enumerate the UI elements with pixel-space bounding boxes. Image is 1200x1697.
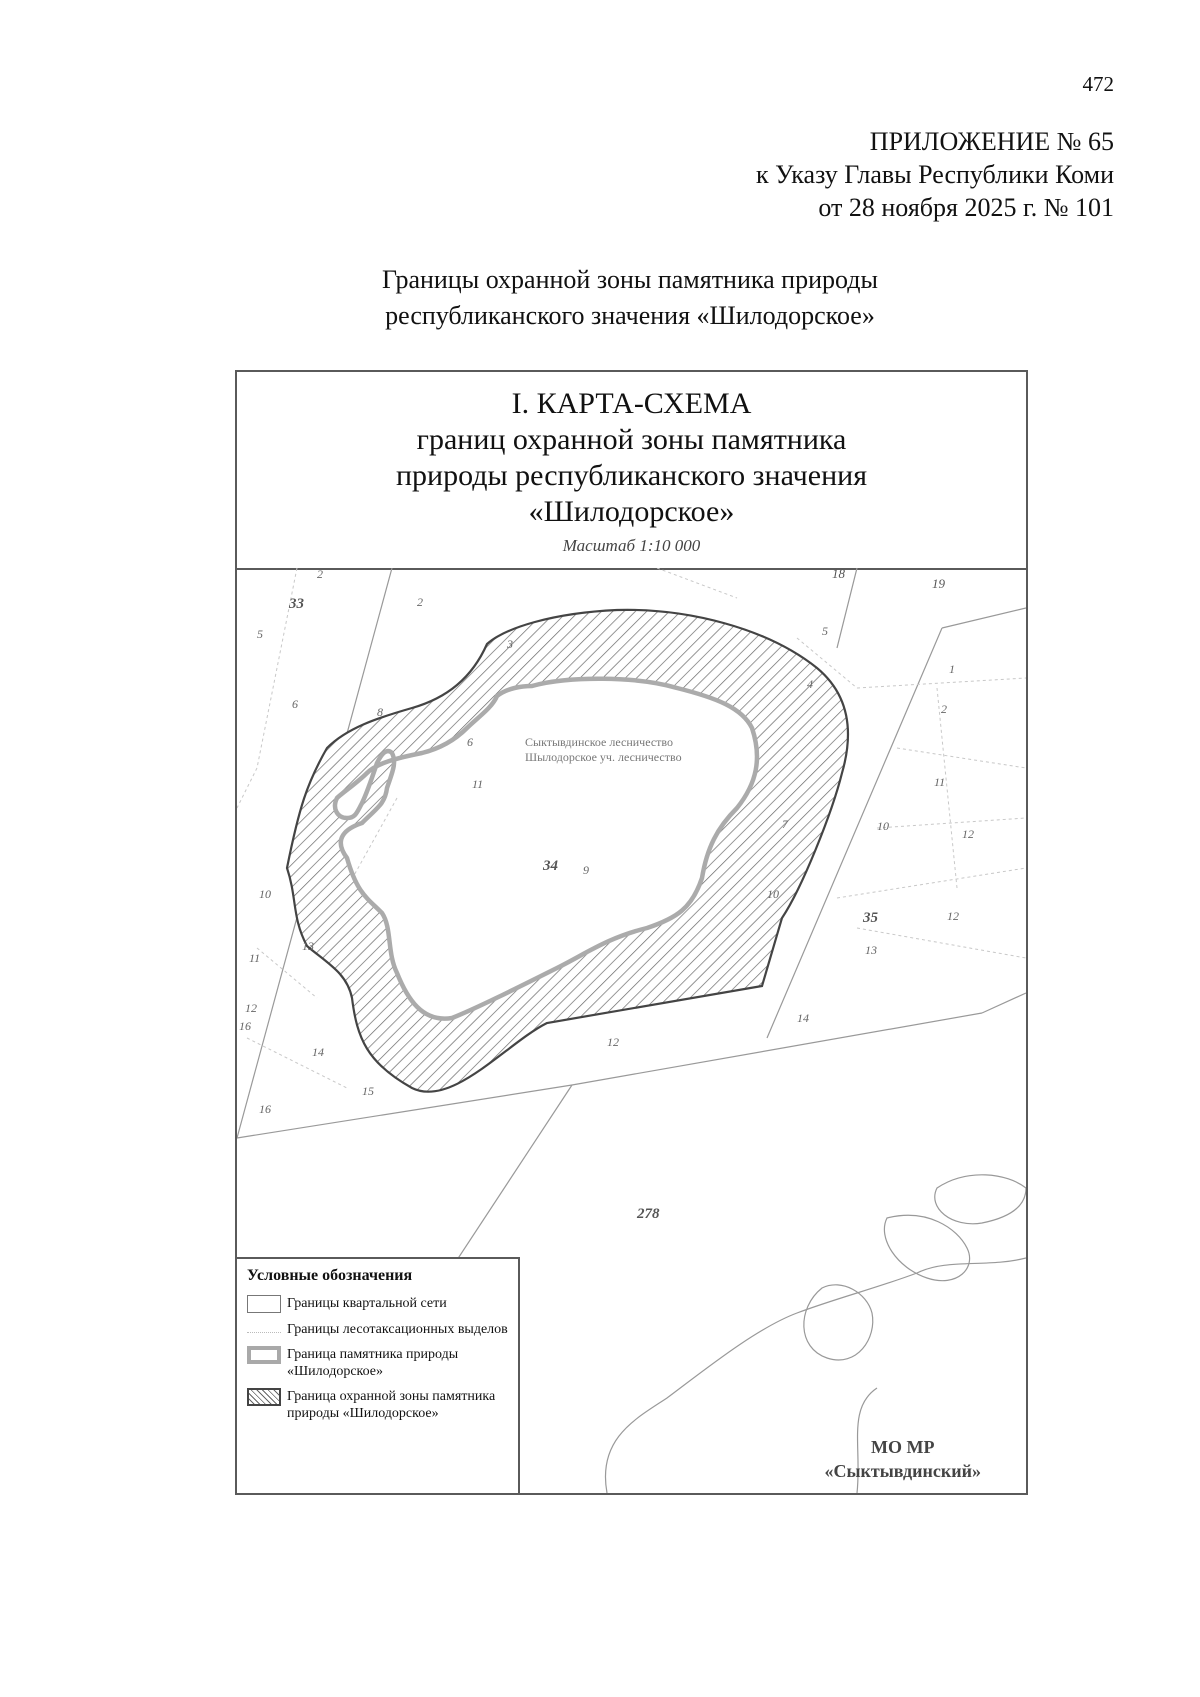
plot-boundary-line (857, 928, 1026, 958)
legend-item-label: Границы квартальной сети (287, 1296, 447, 1311)
protection-zone-swatch (247, 1388, 281, 1406)
plot-number: 2 (417, 595, 423, 609)
plot-number: 12 (962, 827, 974, 841)
plot-number: 16 (259, 1102, 271, 1116)
plot-boundary-swatch (247, 1325, 281, 1333)
plot-number: 9 (583, 863, 589, 877)
legend-item-monument-boundary (247, 1346, 508, 1380)
plot-number: 14 (797, 1011, 809, 1025)
plot-number: 2 (317, 568, 323, 581)
quarter-boundary-line (942, 608, 1026, 628)
quarter-boundary-line (982, 993, 1026, 1013)
quarter-number: 19 (932, 576, 945, 591)
appendix-reference: к Указу Главы Республики Коми (756, 160, 1114, 189)
plot-number: 6 (292, 697, 298, 711)
plot-number: 11 (472, 777, 484, 791)
lake-outline (935, 1175, 1026, 1224)
plot-number: 4 (807, 677, 813, 691)
plot-number: 6 (467, 735, 473, 749)
appendix-header (756, 125, 1114, 224)
plot-number: 10 (877, 819, 889, 833)
map-scale: Масштаб 1:10 000 (562, 536, 701, 555)
plot-boundary-line (837, 868, 1026, 898)
legend-item-label: Граница охранной зоны памятника природы «Шилодорское» (287, 1389, 496, 1421)
lake-outline (804, 1285, 873, 1360)
plot-number: 8 (377, 705, 383, 719)
district-label-line-2: «Сыктывдинский» (824, 1461, 981, 1481)
plot-number: 10 (767, 887, 779, 901)
document-title-line-2: республиканского значения «Шилодорское» (385, 301, 875, 330)
district-label-line-1: МО МР (870, 1437, 935, 1457)
map-legend (237, 1257, 520, 1493)
document-title (0, 262, 1200, 334)
plot-number: 13 (302, 939, 314, 953)
plot-boundary-line (877, 818, 1026, 828)
quarter-boundary-line (572, 1013, 982, 1085)
plot-number: 15 (362, 1084, 374, 1098)
plot-boundary-line (237, 768, 257, 808)
quarter-boundary-swatch (247, 1295, 281, 1313)
plot-boundary-line (857, 678, 1026, 688)
legend-item-forest-plots (247, 1321, 508, 1338)
plot-number: 11 (934, 775, 946, 789)
map-header (237, 372, 1026, 570)
plot-number: 11 (249, 951, 261, 965)
plot-number: 10 (259, 887, 271, 901)
plot-number: 12 (245, 1001, 257, 1015)
quarter-number: 278 (637, 1206, 660, 1222)
plot-number: 12 (947, 909, 959, 923)
lake-outline (884, 1215, 969, 1280)
document-title-line-1: Границы охранной зоны памятника природы (382, 265, 878, 294)
plot-number: 7 (782, 817, 788, 831)
plot-number: 16 (239, 1019, 251, 1033)
map-subtitle-line-3: «Шилодорское» (528, 495, 735, 528)
plot-number: 2 (941, 702, 947, 716)
quarter-number: 34 (543, 858, 558, 874)
plot-number: 5 (822, 624, 828, 638)
quarter-boundary-line (237, 1085, 572, 1138)
quarter-number: 33 (289, 596, 304, 612)
plot-number: 5 (257, 627, 263, 641)
legend-title: Условные обозначения (247, 1267, 413, 1284)
map-subtitle-line-1: границ охранной зоны памятника (416, 423, 847, 456)
legend-item-quarter-network (247, 1295, 508, 1313)
legend-item-label: Границы лесотаксационных выделов (287, 1322, 508, 1337)
forestry-label-line-2: Шылодорское уч. лесничество (525, 750, 682, 764)
quarter-number: 18 (832, 568, 845, 581)
plot-number: 14 (312, 1045, 324, 1059)
appendix-number: ПРИЛОЖЕНИЕ № 65 (869, 127, 1114, 156)
plot-boundary-line (897, 748, 1026, 768)
district-label (824, 1435, 981, 1483)
plot-number: 13 (865, 943, 877, 957)
monument-boundary-swatch (247, 1346, 281, 1364)
map-title: I. КАРТА-СХЕМА (511, 387, 752, 420)
plot-boundary-line (657, 568, 737, 598)
quarter-number: 35 (863, 910, 878, 926)
map-subtitle-line-2: природы республиканского значения (396, 459, 867, 492)
legend-item-label: Граница памятника природы «Шилодорское» (287, 1347, 459, 1379)
legend-item-protection-zone (247, 1388, 508, 1422)
plot-number: 3 (507, 637, 513, 651)
appendix-date: от 28 ноября 2025 г. № 101 (818, 193, 1114, 222)
map-frame (235, 370, 1028, 1495)
page-number: 472 (1082, 72, 1114, 96)
plot-number: 1 (949, 662, 955, 676)
plot-number: 12 (607, 1035, 619, 1049)
forestry-label-line-1: Сыктывдинское лесничество (525, 735, 673, 749)
